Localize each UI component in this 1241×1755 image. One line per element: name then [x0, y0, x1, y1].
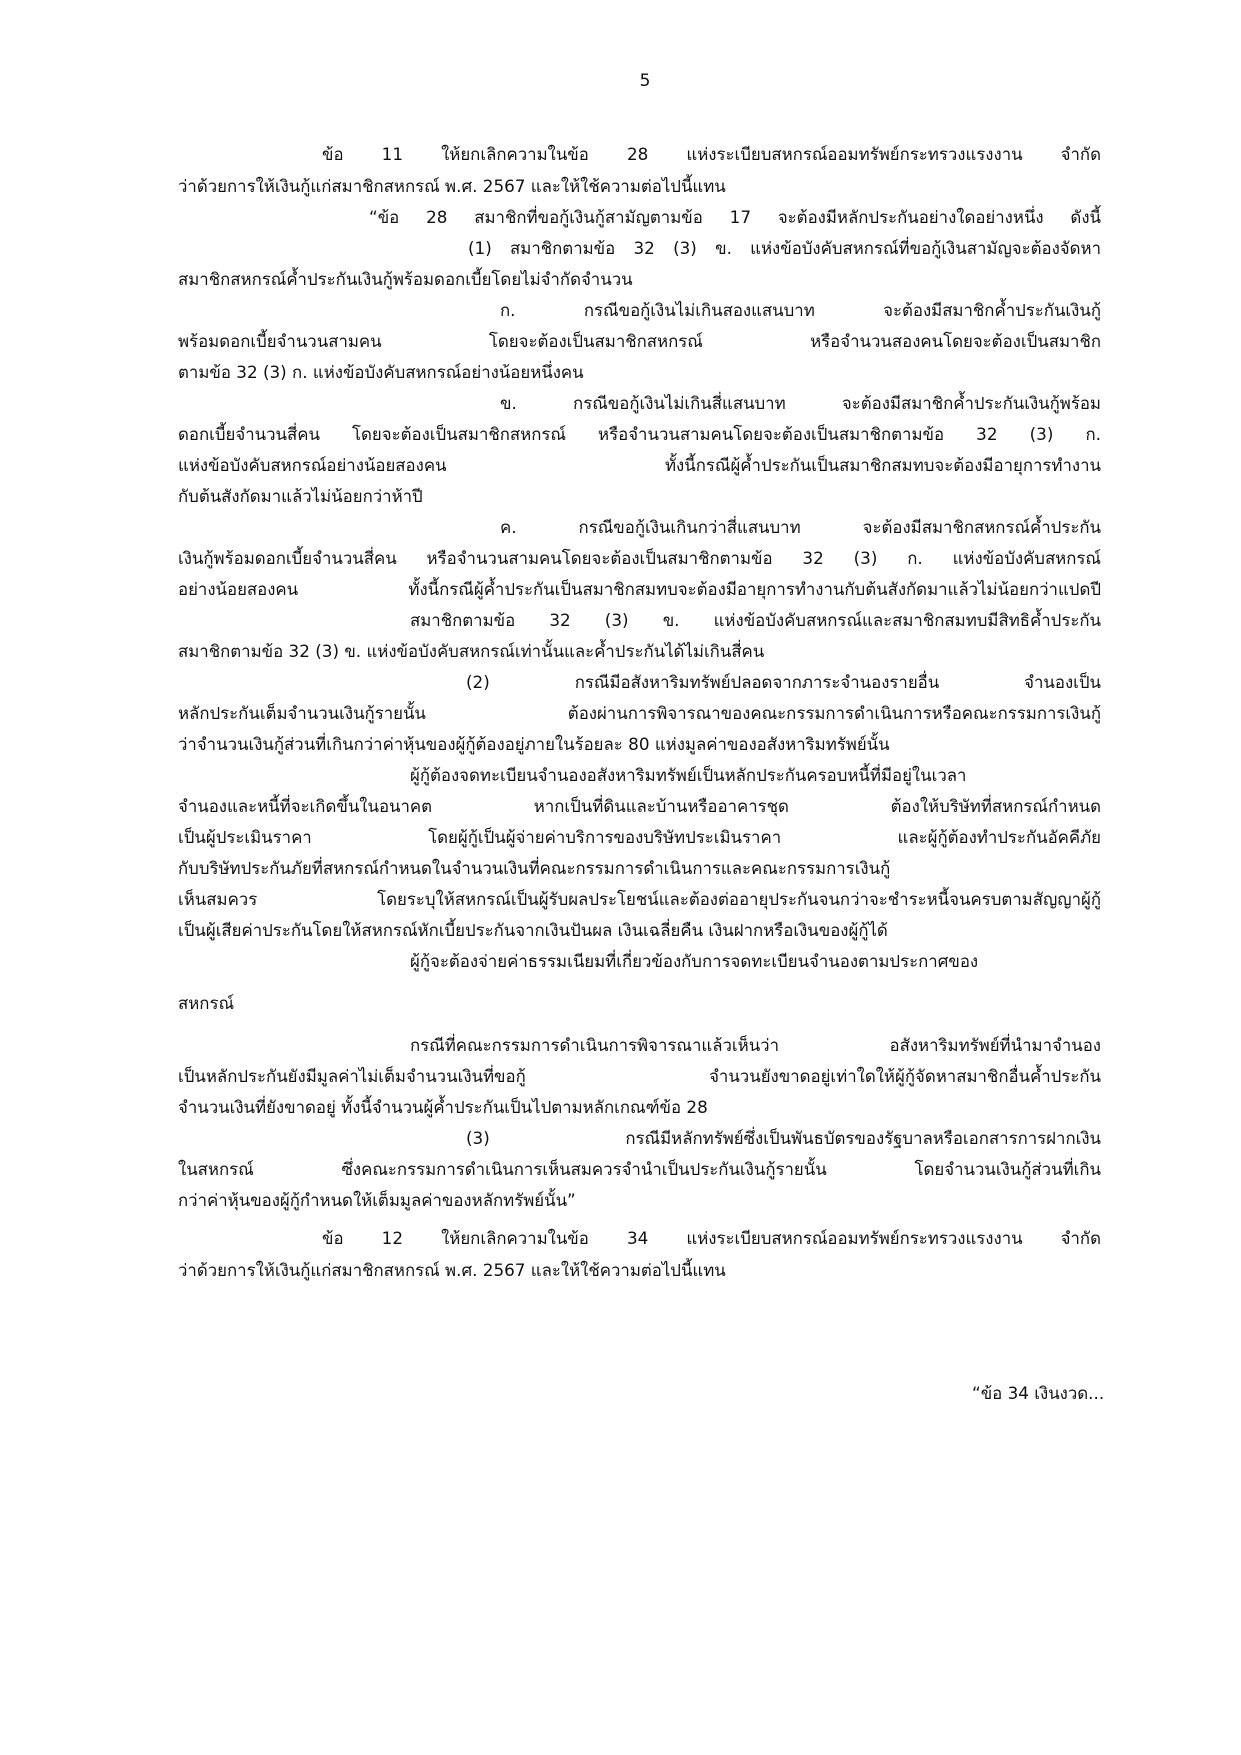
text-line: เงินกู้พร้อมดอกเบี้ยจำนวนสี่คน หรือจำนวนสามคนโดยจะต้องเป็นสมาชิกตามข้อ 32 (3) ก. แห่งข้อบังคับสหกรณ์: [178, 548, 1101, 568]
text-line: ว่าด้วยการให้เงินกู้แก่สมาชิกสหกรณ์ พ.ศ. 2567 และให้ใช้ความต่อไปนี้แทน: [178, 176, 726, 196]
text-line: ผู้กู้จะต้องจ่ายค่าธรรมเนียมที่เกี่ยวข้องกับการจดทะเบียนจำนองตามประกาศของ: [410, 951, 979, 971]
text-line: หลักประกันเต็มจำนวนเงินกู้รายนั้น ต้องผ่านการพิจารณาของคณะกรรมการดำเนินการหรือคณะกรรมการเงินกู้: [178, 703, 1101, 723]
text-line: ในสหกรณ์ ซึ่งคณะกรรมการดำเนินการเห็นสมควรจำนำเป็นประกันเงินกู้รายนั้น โดยจำนวนเงินกู้ส่วนที่เกิน: [178, 1159, 1101, 1179]
text-line: ดอกเบี้ยจำนวนสี่คน โดยจะต้องเป็นสมาชิกสหกรณ์ หรือจำนวนสามคนโดยจะต้องเป็นสมาชิกตามข้อ 32 (3) ก.: [178, 424, 1101, 444]
page-number: 5: [639, 71, 651, 91]
text-line: พร้อมดอกเบี้ยจำนวนสามคน โดยจะต้องเป็นสมาชิกสหกรณ์ หรือจำนวนสองคนโดยจะต้องเป็นสมาชิก: [178, 331, 1101, 351]
text-line: “ข้อ 28 สมาชิกที่ขอกู้เงินกู้สามัญตามข้อ 17 จะต้องมีหลักประกันอย่างใดอย่างหนึ่ง ดังนี้: [369, 207, 1101, 227]
text-line: สหกรณ์: [178, 993, 235, 1013]
text-line: กว่าค่าหุ้นของผู้กู้กำหนดให้เต็มมูลค่าของหลักทรัพย์นั้น”: [178, 1190, 576, 1210]
text-line: อย่างน้อยสองคน ทั้งนี้กรณีผู้ค้ำประกันเป็นสมาชิกสมทบจะต้องมีอายุการทำงานกับต้นสังกัดมาแล้วไม่น้อยกว่าแปดปี: [178, 579, 1101, 599]
text-line: ตามข้อ 32 (3) ก. แห่งข้อบังคับสหกรณ์อย่างน้อยหนึ่งคน: [178, 362, 584, 382]
continuation-text: “ข้อ 34 เงินงวด...: [972, 1383, 1105, 1403]
text-line: (2) กรณีมีอสังหาริมทรัพย์ปลอดจากภาระจำนองรายอื่น จำนองเป็น: [466, 672, 1101, 692]
text-line: ข้อ 11 ให้ยกเลิกความในข้อ 28 แห่งระเบียบสหกรณ์ออมทรัพย์กระทรวงแรงงาน จำกัด: [322, 144, 1101, 164]
text-line: สมาชิกตามข้อ 32 (3) ข. แห่งข้อบังคับสหกรณ์เท่านั้นและค้ำประกันได้ไม่เกินสี่คน: [178, 641, 765, 661]
text-line: สมาชิกสหกรณ์ค้ำประกันเงินกู้พร้อมดอกเบี้ยโดยไม่จำกัดจำนวน: [178, 269, 633, 289]
text-line: (3) กรณีมีหลักทรัพย์ซึ่งเป็นพันธบัตรของรัฐบาลหรือเอกสารการฝากเงิน: [466, 1128, 1101, 1148]
text-line: ข. กรณีขอกู้เงินไม่เกินสี่แสนบาท จะต้องมีสมาชิกค้ำประกันเงินกู้พร้อม: [500, 393, 1101, 413]
text-line: ว่าด้วยการให้เงินกู้แก่สมาชิกสหกรณ์ พ.ศ. 2567 และให้ใช้ความต่อไปนี้แทน: [178, 1260, 726, 1280]
text-line: เป็นหลักประกันยังมีมูลค่าไม่เต็มจำนวนเงินที่ขอกู้ จำนวนยังขาดอยู่เท่าใดให้ผู้กู้จัดหาสมาชิกอื่นค้ำประกัน: [178, 1066, 1101, 1086]
text-line: จำนองและหนี้ที่จะเกิดขึ้นในอนาคต หากเป็นที่ดินและบ้านหรืออาคารชุด ต้องให้บริษัทที่สหกรณ์กำหนด: [178, 796, 1101, 816]
text-line: สมาชิกตามข้อ 32 (3) ข. แห่งข้อบังคับสหกรณ์และสมาชิกสมทบมีสิทธิค้ำประกัน: [410, 610, 1101, 630]
text-line: เป็นผู้เสียค่าประกันโดยให้สหกรณ์หักเบี้ยประกันจากเงินปันผล เงินเฉลี่ยคืน เงินฝากหรือเงินของผู้กู้ได้: [178, 920, 888, 940]
text-line: (1) สมาชิกตามข้อ 32 (3) ข. แห่งข้อบังคับสหกรณ์ที่ขอกู้เงินสามัญจะต้องจัดหา: [468, 238, 1101, 258]
text-line: ผู้กู้ต้องจดทะเบียนจำนองอสังหาริมทรัพย์เป็นหลักประกันครอบหนี้ที่มีอยู่ในเวลา: [410, 765, 967, 785]
text-line: ข้อ 12 ให้ยกเลิกความในข้อ 34 แห่งระเบียบสหกรณ์ออมทรัพย์กระทรวงแรงงาน จำกัด: [322, 1228, 1101, 1248]
text-line: กรณีที่คณะกรรมการดำเนินการพิจารณาแล้วเห็นว่า อสังหาริมทรัพย์ที่นำมาจำนอง: [410, 1035, 1101, 1055]
text-line: เห็นสมควร โดยระบุให้สหกรณ์เป็นผู้รับผลประโยชน์และต้องต่ออายุประกันจนกว่าจะชำระหนี้จนครบตามสัญญาผู้กู้: [178, 889, 1101, 909]
text-line: กับบริษัทประกันภัยที่สหกรณ์กำหนดในจำนวนเงินที่คณะกรรมการดำเนินการและคณะกรรมการเงินกู้: [178, 858, 891, 878]
text-line: กับต้นสังกัดมาแล้วไม่น้อยกว่าห้าปี: [178, 486, 423, 506]
text-line: ว่าจำนวนเงินกู้ส่วนที่เกินกว่าค่าหุ้นของผู้กู้ต้องอยู่ภายในร้อยละ 80 แห่งมูลค่าของอสังหาริมทรัพย์นั้น: [178, 734, 890, 754]
text-line: ก. กรณีขอกู้เงินไม่เกินสองแสนบาท จะต้องมีสมาชิกค้ำประกันเงินกู้: [500, 300, 1101, 320]
text-line: เป็นผู้ประเมินราคา โดยผู้กู้เป็นผู้จ่ายค่าบริการของบริษัทประเมินราคา และผู้กู้ต้องทำประกันอัคคีภัย: [178, 827, 1101, 847]
text-line: แห่งข้อบังคับสหกรณ์อย่างน้อยสองคน ทั้งนี้กรณีผู้ค้ำประกันเป็นสมาชิกสมทบจะต้องมีอายุการทำงาน: [178, 455, 1101, 475]
text-line: จำนวนเงินที่ยังขาดอยู่ ทั้งนี้จำนวนผู้ค้ำประกันเป็นไปตามหลักเกณฑ์ข้อ 28: [178, 1097, 708, 1117]
text-line: ค. กรณีขอกู้เงินเกินกว่าสี่แสนบาท จะต้องมีสมาชิกสหกรณ์ค้ำประกัน: [500, 517, 1101, 537]
